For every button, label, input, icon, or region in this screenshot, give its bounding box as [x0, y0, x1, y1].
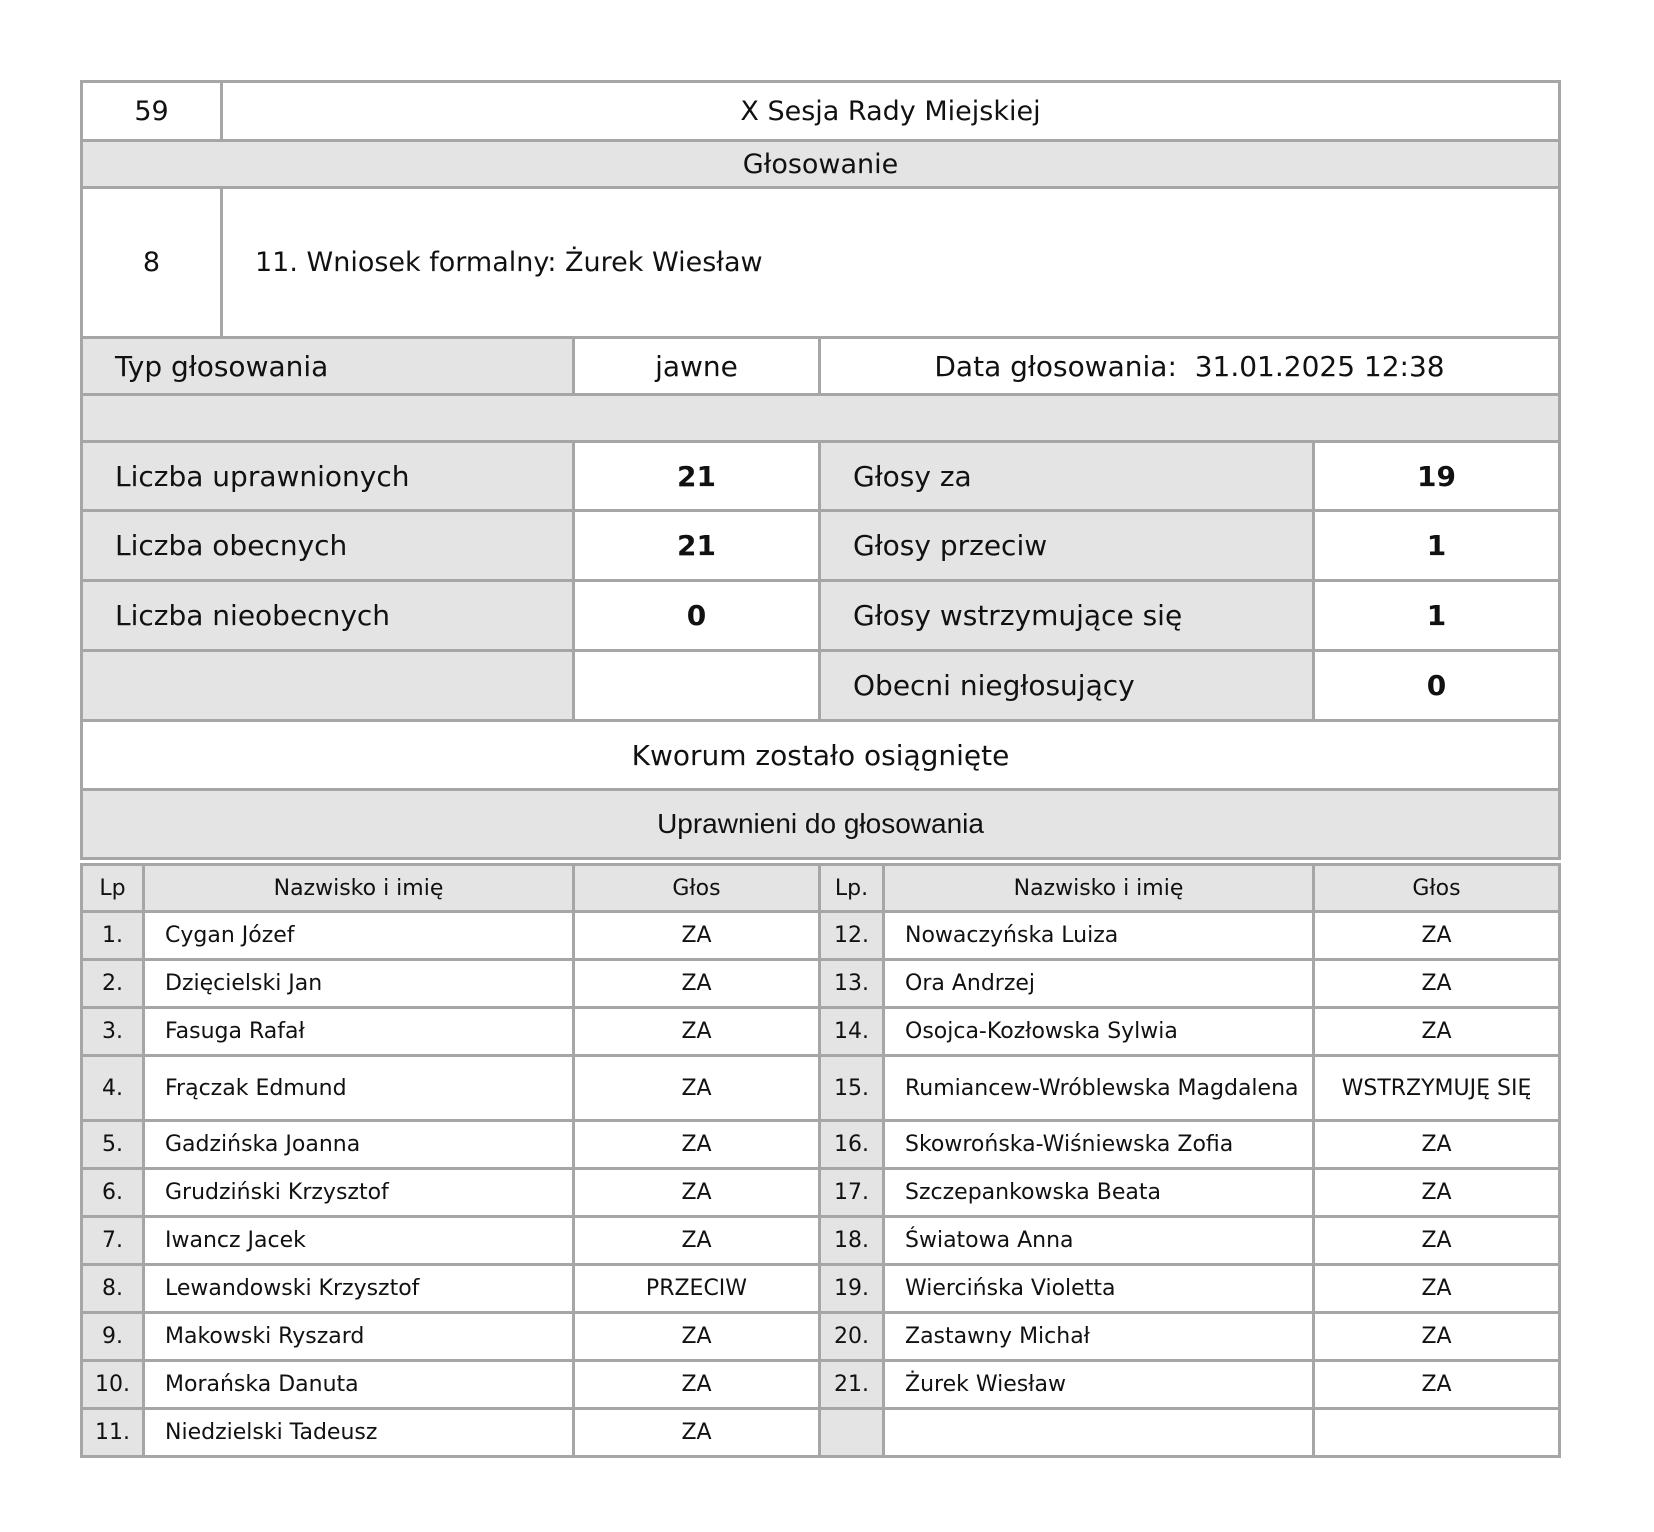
nonvoting-value: 0: [1314, 651, 1560, 721]
row-lp: 10.: [82, 1361, 144, 1409]
row-name: Grudziński Krzysztof: [144, 1169, 574, 1217]
row-lp: 3.: [82, 1008, 144, 1056]
entitled-label: Liczba uprawnionych: [82, 442, 574, 511]
row-name: Morańska Danuta: [144, 1361, 574, 1409]
row-name: Iwancz Jacek: [144, 1217, 574, 1265]
row-lp: 7.: [82, 1217, 144, 1265]
table-row: [82, 1313, 1560, 1361]
row-lp: [820, 1409, 884, 1457]
row-lp: 4.: [82, 1056, 144, 1121]
votes-for-value: 19: [1314, 442, 1560, 511]
voters-header-row: [82, 865, 1560, 912]
row-vote: ZA: [1314, 1121, 1560, 1169]
row-vote: PRZECIW: [574, 1265, 820, 1313]
empty-cell: [574, 651, 820, 721]
empty-cell: [884, 1409, 1314, 1457]
row-vote: ZA: [1314, 1313, 1560, 1361]
row-name: Rumiancew-Wróblewska Magdalena: [884, 1056, 1314, 1121]
table-row: [82, 1008, 1560, 1056]
row-lp: 20.: [820, 1313, 884, 1361]
col-vote: Głos: [1314, 865, 1560, 912]
row-name: Cygan Józef: [144, 912, 574, 960]
row-lp: 11.: [82, 1409, 144, 1457]
session-title: X Sesja Rady Miejskiej: [222, 82, 1560, 141]
row-vote: ZA: [574, 960, 820, 1008]
row-lp: 13.: [820, 960, 884, 1008]
absent-label: Liczba nieobecnych: [82, 581, 574, 651]
row-vote: ZA: [1314, 960, 1560, 1008]
col-vote: Głos: [574, 865, 820, 912]
row-lp: 6.: [82, 1169, 144, 1217]
present-value: 21: [574, 511, 820, 581]
col-name: Nazwisko i imię: [144, 865, 574, 912]
abstain-value: 1: [1314, 581, 1560, 651]
row-name: Skowrońska-Wiśniewska Zofia: [884, 1121, 1314, 1169]
row-vote: ZA: [1314, 1008, 1560, 1056]
table-row: [82, 1265, 1560, 1313]
row-name: Ora Andrzej: [884, 960, 1314, 1008]
table-row: [82, 1056, 1560, 1121]
row-lp: 12.: [820, 912, 884, 960]
vote-summary-table: [80, 336, 1561, 860]
row-vote: ZA: [574, 1121, 820, 1169]
row-vote: ZA: [1314, 1361, 1560, 1409]
row-lp: 19.: [820, 1265, 884, 1313]
table-row: [82, 912, 1560, 960]
row-name: Fasuga Rafał: [144, 1008, 574, 1056]
quorum-status: Kworum zostało osiągnięte: [82, 721, 1560, 790]
nonvoting-label: Obecni niegłosujący: [820, 651, 1314, 721]
vote-type-value: jawne: [574, 338, 820, 395]
row-lp: 9.: [82, 1313, 144, 1361]
row-vote: ZA: [574, 1008, 820, 1056]
row-vote: ZA: [574, 1313, 820, 1361]
absent-value: 0: [574, 581, 820, 651]
row-lp: 2.: [82, 960, 144, 1008]
votes-for-label: Głosy za: [820, 442, 1314, 511]
vote-date-value: 31.01.2025 12:38: [1194, 349, 1445, 383]
header-table: [80, 80, 1561, 339]
empty-cell: [1314, 1409, 1560, 1457]
table-row: [82, 1169, 1560, 1217]
row-name: Frączak Edmund: [144, 1056, 574, 1121]
voters-title: Uprawnieni do głosowania: [82, 790, 1560, 859]
row-name: Nowaczyńska Luiza: [884, 912, 1314, 960]
col-lp: Lp: [82, 865, 144, 912]
row-lp: 17.: [820, 1169, 884, 1217]
row-name: Dzięcielski Jan: [144, 960, 574, 1008]
row-lp: 14.: [820, 1008, 884, 1056]
row-name: Żurek Wiesław: [884, 1361, 1314, 1409]
section-title: Głosowanie: [82, 141, 1560, 188]
table-row: [82, 960, 1560, 1008]
row-vote: ZA: [1314, 1169, 1560, 1217]
vote-type-label: Typ głosowania: [82, 338, 574, 395]
row-lp: 5.: [82, 1121, 144, 1169]
row-name: Światowa Anna: [884, 1217, 1314, 1265]
row-vote: ZA: [574, 912, 820, 960]
table-row: [82, 1361, 1560, 1409]
row-name: Zastawny Michał: [884, 1313, 1314, 1361]
abstain-label: Głosy wstrzymujące się: [820, 581, 1314, 651]
entitled-value: 21: [574, 442, 820, 511]
vote-date: [820, 338, 1560, 395]
spacer-row: [82, 395, 1560, 442]
row-lp: 21.: [820, 1361, 884, 1409]
row-name: Gadzińska Joanna: [144, 1121, 574, 1169]
col-name: Nazwisko i imię: [884, 865, 1314, 912]
row-lp: 16.: [820, 1121, 884, 1169]
row-vote: ZA: [1314, 1265, 1560, 1313]
row-vote: ZA: [574, 1409, 820, 1457]
row-name: Makowski Ryszard: [144, 1313, 574, 1361]
row-vote: ZA: [574, 1361, 820, 1409]
votes-against-label: Głosy przeciw: [820, 511, 1314, 581]
row-name: Osojca-Kozłowska Sylwia: [884, 1008, 1314, 1056]
document-number: 59: [82, 82, 222, 141]
row-lp: 1.: [82, 912, 144, 960]
row-vote: ZA: [574, 1217, 820, 1265]
vote-date-label: Data głosowania:: [934, 349, 1177, 383]
row-name: Wiercińska Violetta: [884, 1265, 1314, 1313]
empty-cell: [82, 651, 574, 721]
row-lp: 8.: [82, 1265, 144, 1313]
row-lp: 15.: [820, 1056, 884, 1121]
table-row: [82, 1409, 1560, 1457]
item-title: 11. Wniosek formalny: Żurek Wiesław: [222, 188, 1560, 338]
row-vote: WSTRZYMUJĘ SIĘ: [1314, 1056, 1560, 1121]
col-lp: Lp.: [820, 865, 884, 912]
row-name: Lewandowski Krzysztof: [144, 1265, 574, 1313]
row-vote: ZA: [574, 1169, 820, 1217]
votes-against-value: 1: [1314, 511, 1560, 581]
table-row: [82, 1217, 1560, 1265]
row-name: Niedzielski Tadeusz: [144, 1409, 574, 1457]
row-lp: 18.: [820, 1217, 884, 1265]
present-label: Liczba obecnych: [82, 511, 574, 581]
voters-table: [80, 863, 1561, 1458]
row-vote: ZA: [574, 1056, 820, 1121]
table-row: [82, 1121, 1560, 1169]
row-vote: ZA: [1314, 912, 1560, 960]
item-number: 8: [82, 188, 222, 338]
row-name: Szczepankowska Beata: [884, 1169, 1314, 1217]
row-vote: ZA: [1314, 1217, 1560, 1265]
